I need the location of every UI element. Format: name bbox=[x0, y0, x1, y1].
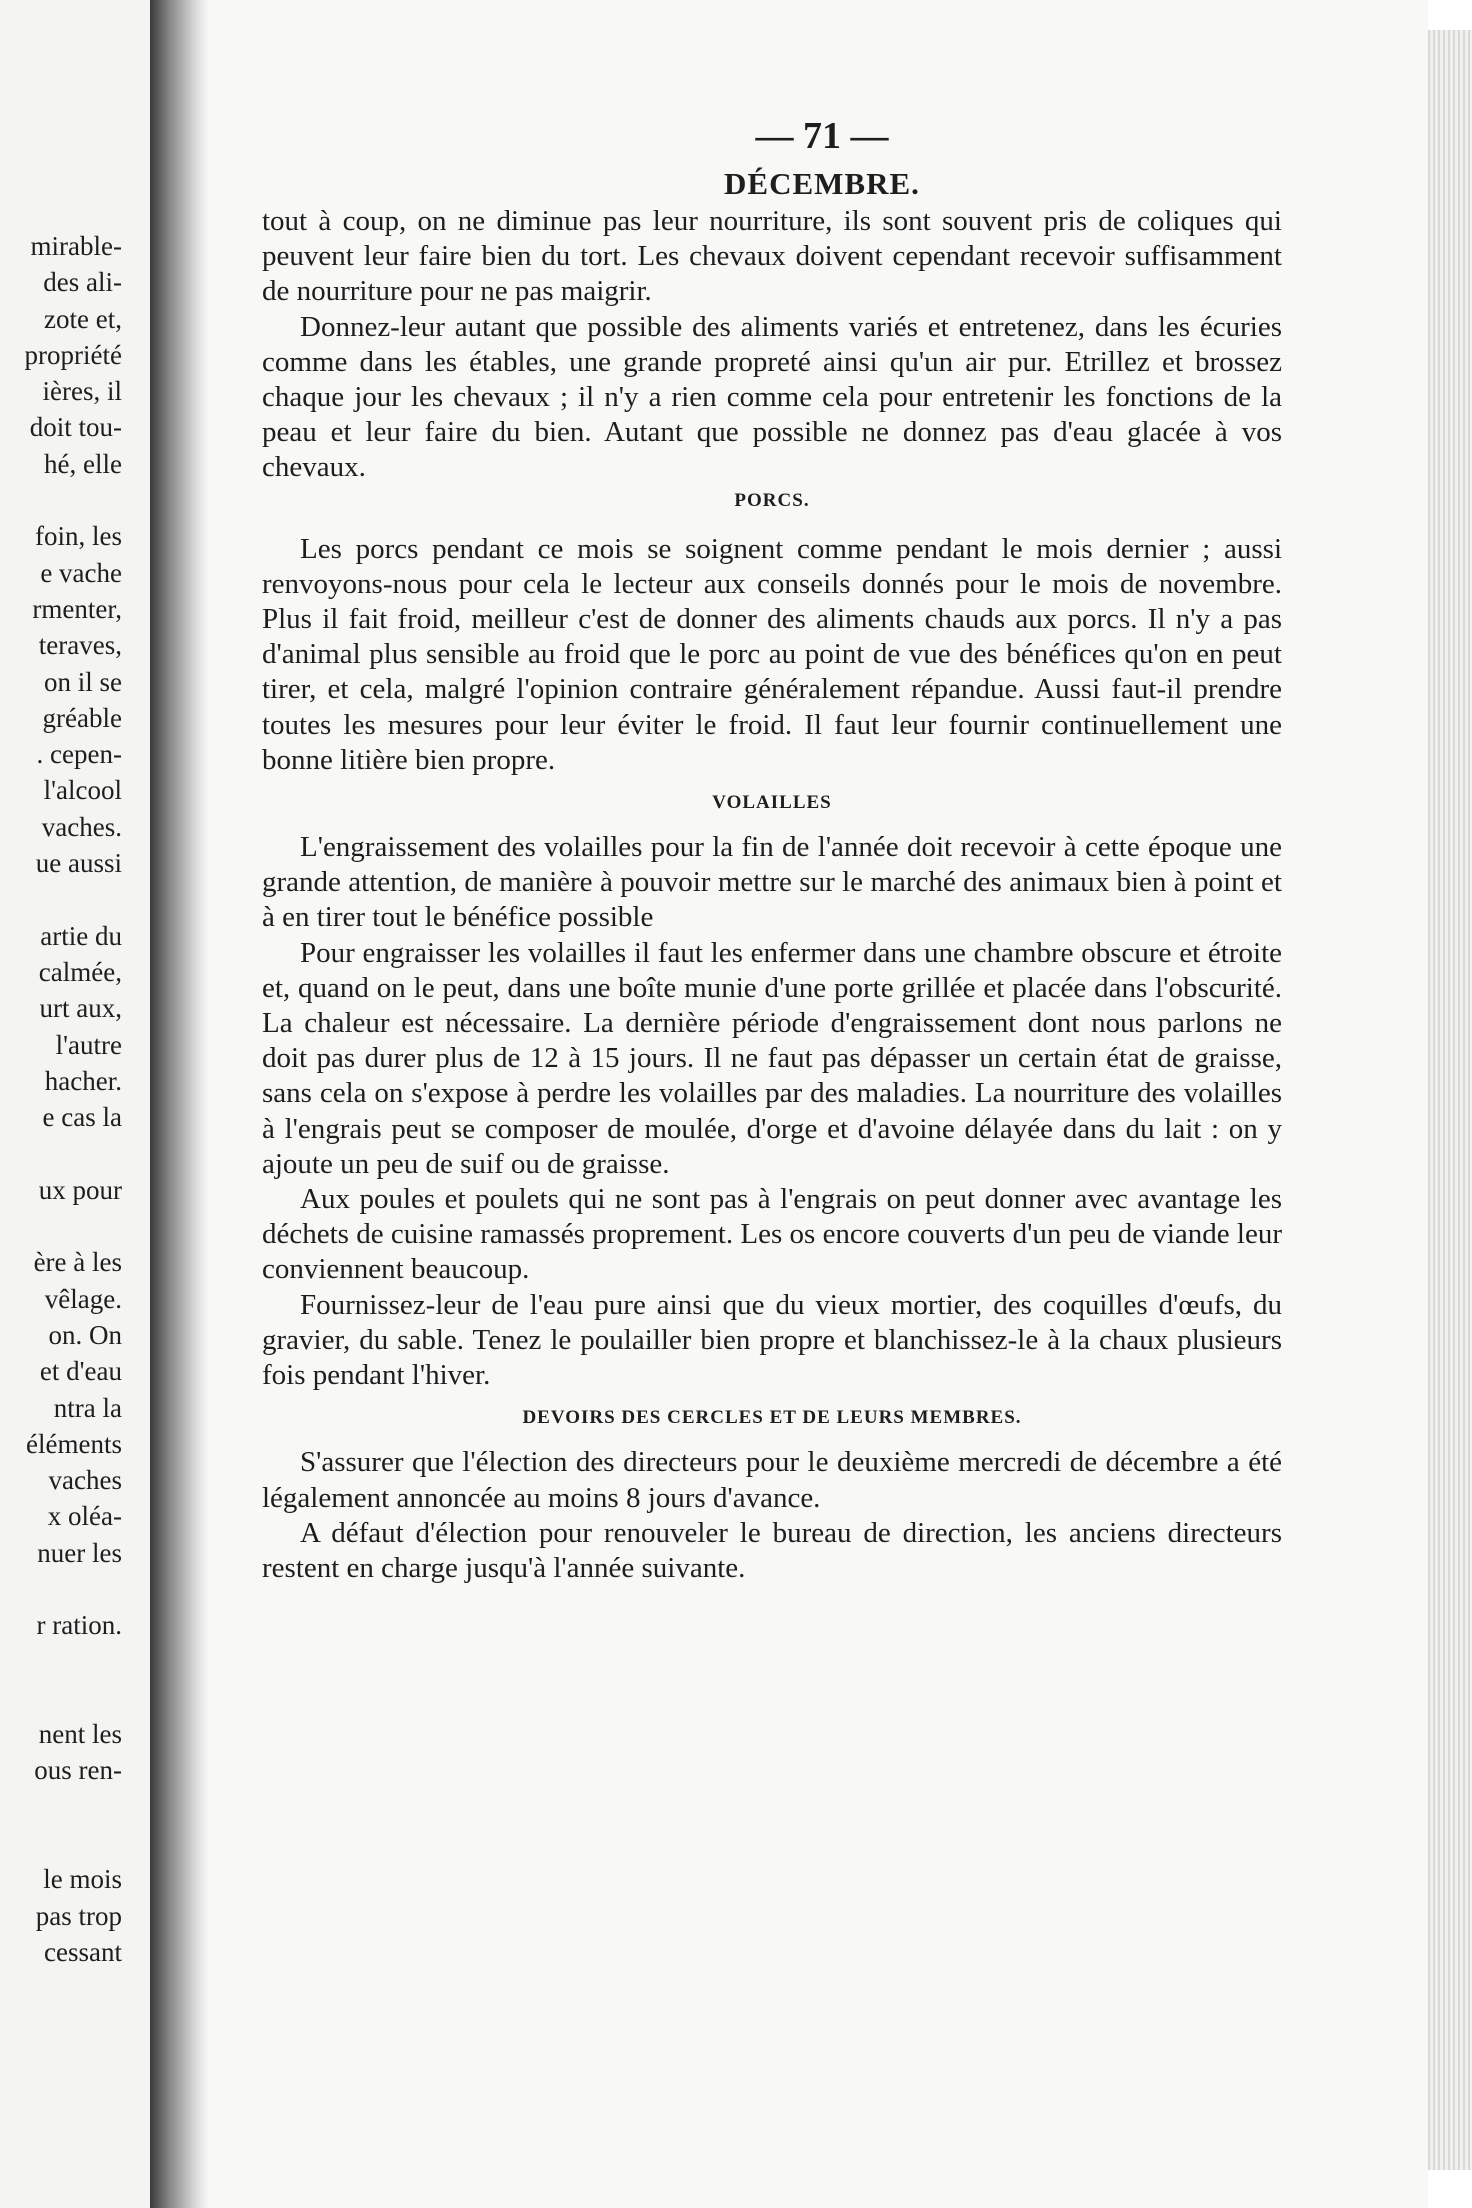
left-page-line: nent les bbox=[38, 1719, 122, 1750]
intro-paragraph: tout à coup, on ne diminue pas leur nourriture, ils sont souvent pris de coliques qui peuvent leur faire bien du tort. Les chevaux doivent cependant recevoir suffisamment de nourriture pour ne pas maigrir. bbox=[262, 205, 1282, 308]
left-page-line: calmée, bbox=[38, 956, 122, 987]
left-page-line: hé, elle bbox=[44, 448, 122, 479]
left-page-line: vêlage. bbox=[44, 1283, 122, 1314]
left-page-line bbox=[0, 1680, 122, 1716]
left-page-line: r ration. bbox=[36, 1610, 122, 1641]
month-title: DÉCEMBRE. bbox=[724, 166, 920, 201]
left-page-line: foin, les bbox=[35, 521, 122, 552]
left-page-line: mirable- bbox=[30, 231, 122, 261]
page-edges bbox=[1428, 30, 1472, 2170]
left-page-line bbox=[0, 1644, 122, 1680]
left-page-line: ux pour bbox=[38, 1174, 122, 1205]
section-title-devoirs: DEVOIRS DES CERCLES ET DE LEURS MEMBRES. bbox=[522, 1407, 1022, 1429]
book-gutter bbox=[150, 0, 208, 2208]
left-page-line: pas trop bbox=[35, 1900, 122, 1931]
left-page-line: x oléa- bbox=[47, 1501, 122, 1532]
left-page-line: l'alcool bbox=[43, 775, 122, 806]
left-page-line bbox=[0, 1825, 122, 1861]
section-title-porcs: PORCS. bbox=[734, 489, 810, 511]
porcs-paragraph: Les porcs pendant ce mois se soignent comme pendant le mois dernier ; aussi renvoyons-nous pour cela le lecteur aux conseils donnés pour le mois de novembre. Plus il fait froid, meilleur c'est de donner des aliments chauds aux porcs. Il n'y a pas d'animal plus sensible au froid que le porc au point de vue des bénéfices qu'on en peut tirer, et cela, malgré l'opinion contraire généralement répandue. Aussi faut-il prendre toutes les mesures pour leur éviter le froid. Il faut leur fournir continuellement une bonne litière bien propre. bbox=[262, 532, 1282, 776]
left-page-line: ières, il bbox=[42, 376, 122, 407]
left-page-line: des ali- bbox=[43, 267, 122, 298]
left-page-line: urt aux, bbox=[39, 993, 122, 1024]
volailles-paragraph: L'engraissement des volailles pour la fin de l'année doit recevoir à cette époque une grande attention, de manière à pouvoir mettre sur le marché des animaux bien à point et à en tirer tout le bénéfice possible bbox=[262, 831, 1282, 934]
left-page-line: ue aussi bbox=[35, 848, 122, 879]
left-page-line: rmenter, bbox=[32, 593, 122, 624]
left-page-line: vaches bbox=[48, 1465, 122, 1496]
volailles-paragraph: Fournissez-leur de l'eau pure ainsi que du vieux mortier, des coquilles d'œufs, du gravier, du sable. Tenez le poulailler bien propre et blanchissez-le à la chaux plusieurs fois pendant l'hiver. bbox=[262, 1288, 1282, 1392]
left-page-line bbox=[0, 482, 122, 518]
left-page-line bbox=[0, 881, 122, 917]
left-page-line: zote et, bbox=[44, 303, 122, 334]
left-page bbox=[0, 0, 150, 2208]
left-page-line: . cepen- bbox=[36, 739, 122, 770]
left-page-line: artie du bbox=[40, 920, 122, 951]
intro-paragraph: Donnez-leur autant que possible des aliments variés et entretenez, dans les écuries comme dans les étables, une grande propreté ainsi qu'un air pur. Etrillez et brossez chaque jour les chevaux ; il n'y a rien comme cela pour entretenir les fonctions de la peau et leur faire du bien. Autant que possible ne donnez pas d'eau glacée à vos chevaux. bbox=[262, 310, 1282, 484]
devoirs-paragraph: A défaut d'élection pour renouveler le bureau de direction, les anciens directeurs restent en charge jusqu'à l'année suivante. bbox=[262, 1516, 1282, 1584]
left-page-line: et d'eau bbox=[39, 1356, 122, 1387]
left-page-line: e vache bbox=[40, 557, 122, 588]
left-page-line: ère à les bbox=[33, 1247, 122, 1278]
section-title-volailles: VOLAILLES bbox=[712, 792, 832, 814]
left-page-line: éléments bbox=[26, 1428, 122, 1459]
volailles-paragraph: Aux poules et poulets qui ne sont pas à l'engrais on peut donner avec avantage les déchets de cuisine ramassés proprement. Les os encore couverts d'un peu de viande leur conviennent beaucoup. bbox=[262, 1183, 1282, 1286]
left-page-line: nuer les bbox=[37, 1537, 122, 1568]
left-page-line: l'autre bbox=[55, 1029, 122, 1060]
left-page-line: teraves, bbox=[38, 630, 122, 661]
devoirs-paragraph: S'assurer que l'élection des directeurs pour le deuxième mercredi de décembre a été légalement annoncée au moins 8 jours d'avance. bbox=[262, 1446, 1282, 1514]
left-page-line bbox=[0, 1208, 122, 1244]
left-page-line: ntra la bbox=[53, 1392, 122, 1423]
volailles-paragraph: Pour engraisser les volailles il faut les enfermer dans une chambre obscure et étroite et, quand on le peut, dans une boîte munie d'une porte grillée et placée dans l'obscurité. La chaleur est nécessaire. La dernière période d'engraissement dont nous parlons ne doit pas durer plus de 12 à 15 jours. Il ne faut pas dépasser un certain état de graisse, sans cela on s'expose à perdre les volailles par des maladies. La nourriture des volailles à l'engrais peut se composer de moulée, d'orge et d'avoine délayée dans du lait : on y ajoute un peu de suif ou de graisse. bbox=[262, 936, 1282, 1180]
left-page-line: vaches. bbox=[41, 811, 122, 842]
left-page-line: propriété bbox=[24, 339, 122, 370]
left-page-line: cessant bbox=[44, 1936, 122, 1967]
page-number: — 71 — bbox=[755, 115, 889, 157]
left-page-line bbox=[0, 1135, 122, 1171]
left-page-line: ous ren- bbox=[34, 1755, 122, 1786]
page-content bbox=[262, 112, 1282, 1586]
left-page-line bbox=[0, 1571, 122, 1607]
left-page-line: doit tou- bbox=[29, 412, 122, 443]
left-page-line bbox=[0, 1789, 122, 1825]
left-page-line: on. On bbox=[48, 1319, 122, 1350]
left-page-line: on il se bbox=[44, 666, 122, 697]
left-page-line: e cas la bbox=[42, 1102, 122, 1133]
left-page-line: le mois bbox=[43, 1864, 122, 1895]
left-page-line: hacher. bbox=[44, 1065, 122, 1096]
left-page-line: gréable bbox=[42, 702, 122, 733]
left-page-text bbox=[0, 228, 122, 1970]
